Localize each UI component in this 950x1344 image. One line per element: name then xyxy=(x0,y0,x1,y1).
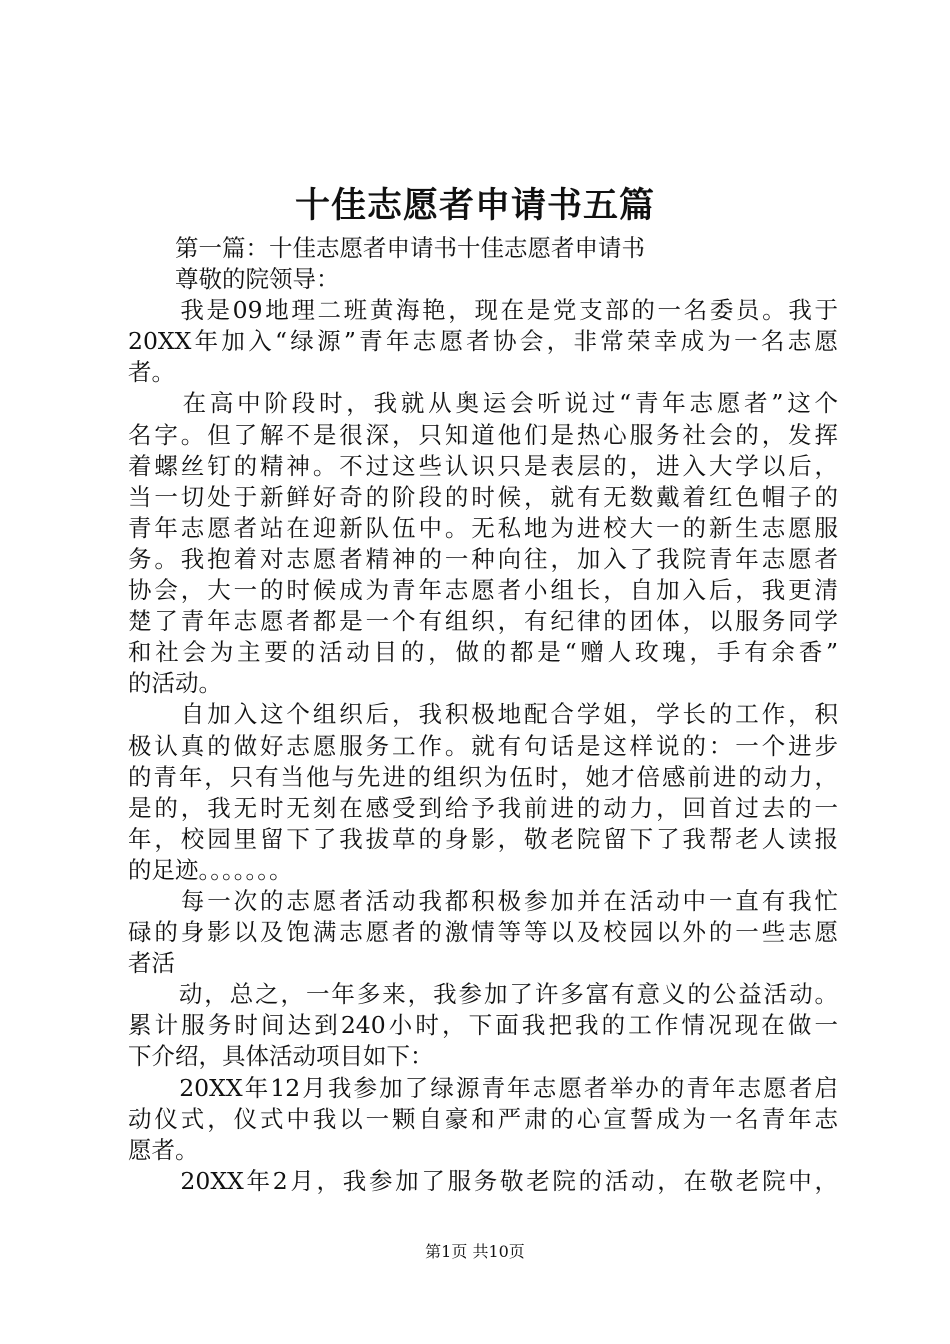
body-line: 当一切处于新鲜好奇的阶段的时候，就有无数戴着红色帽子的 xyxy=(128,482,838,511)
document-title: 十佳志愿者申请书五篇 xyxy=(294,185,655,226)
body-line: 协会，大一的时候成为青年志愿者小组长，自加入后，我更清 xyxy=(128,576,838,605)
body-line: 着螺丝钉的精神。不过这些认识只是表层的，进入大学以后， xyxy=(128,451,838,480)
body-line: 自加入这个组织后，我积极地配合学姐，学长的工作，积 xyxy=(128,700,838,729)
body-line: 青年志愿者站在迎新队伍中。无私地为进校大一的新生志愿服 xyxy=(128,513,838,542)
body-line: 下介绍，具体活动项目如下： xyxy=(128,1042,434,1071)
body-line: 者活 xyxy=(128,949,175,978)
body-line: 累计服务时间达到240小时，下面我把我的工作情况现在做一 xyxy=(128,1011,838,1040)
body-line: 的青年，只有当他与先进的组织为伍时，她才倍感前进的动力， xyxy=(128,762,838,791)
body-line: 是的，我无时无刻在感受到给予我前进的动力，回首过去的一 xyxy=(128,793,838,822)
body-line: 务。我抱着对志愿者精神的一种向往，加入了我院青年志愿者 xyxy=(128,544,838,573)
body-line: 在高中阶段时，我就从奥运会听说过“青年志愿者”这个 xyxy=(128,389,838,418)
body-line: 第一篇：十佳志愿者申请书十佳志愿者申请书 xyxy=(128,234,645,262)
body-line: 愿者。 xyxy=(128,1135,199,1164)
body-line: 者。 xyxy=(128,358,175,387)
body-line: 尊敬的院领导： xyxy=(128,265,340,294)
body-line: 年，校园里留下了我拔草的身影，敬老院留下了我帮老人读报 xyxy=(128,824,838,853)
page-footer: 第1页 共10页 xyxy=(425,1242,525,1261)
body-line: 我是09地理二班黄海艳，现在是党支部的一名委员。我于 xyxy=(128,296,838,325)
body-line: 名字。但了解不是很深，只知道他们是热心服务社会的，发挥 xyxy=(128,420,838,449)
body-line: 碌的身影以及饱满志愿者的激情等等以及校园以外的一些志愿 xyxy=(128,918,838,947)
body-line: 20XX年加入“绿源”青年志愿者协会，非常荣幸成为一名志愿 xyxy=(128,327,838,356)
body-line: 极认真的做好志愿服务工作。就有句话是这样说的：一个进步 xyxy=(128,731,838,760)
body-line: 的活动。 xyxy=(128,669,222,698)
body-line: 每一次的志愿者活动我都积极参加并在活动中一直有我忙 xyxy=(128,886,838,915)
body-line: 和社会为主要的活动目的，做的都是“赠人玫瑰，手有余香” xyxy=(128,638,838,667)
body-line: 的足迹。。。。。。。 xyxy=(128,855,293,884)
body-line: 楚了青年志愿者都是一个有组织，有纪律的团体，以服务同学 xyxy=(128,607,838,636)
body-line: 动，总之，一年多来，我参加了许多富有意义的公益活动。 xyxy=(128,980,838,1009)
document-body xyxy=(128,233,838,1197)
body-line: 20XX年2月，我参加了服务敬老院的活动，在敬老院中， xyxy=(128,1166,838,1195)
body-line: 20XX年12月我参加了绿源青年志愿者举办的青年志愿者启 xyxy=(128,1073,838,1102)
body-line: 动仪式，仪式中我以一颗自豪和严肃的心宣誓成为一名青年志 xyxy=(128,1104,838,1133)
